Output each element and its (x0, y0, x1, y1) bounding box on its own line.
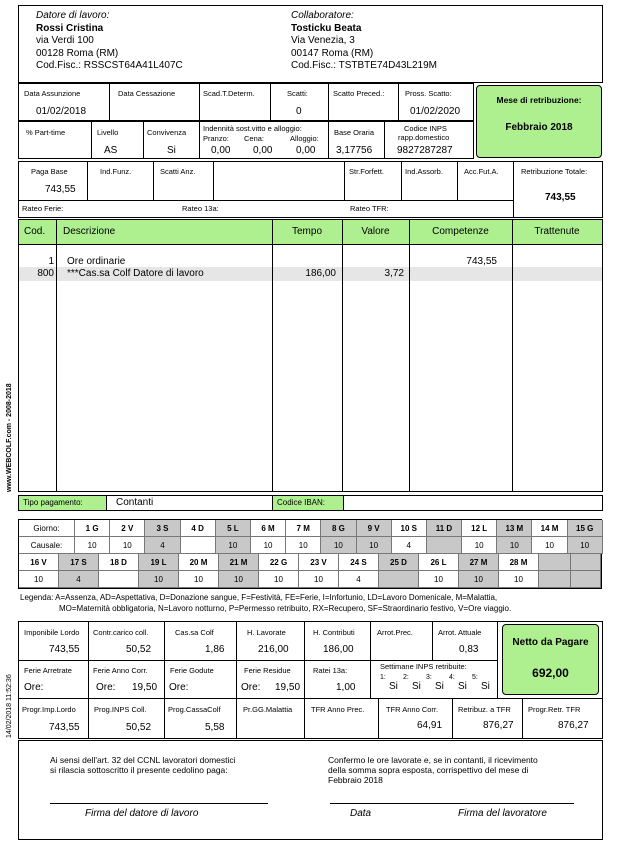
netto-label: Netto da Pagare (512, 637, 589, 648)
ferie-res-label: Ferie Residue (244, 666, 291, 675)
mese-label: Mese di retribuzione: (496, 95, 582, 105)
calendar-day: 12 L (462, 520, 497, 537)
livello-value: AS (104, 145, 118, 156)
pr-gg-label: Pr.GG.Malattia (243, 705, 293, 714)
calendar-causale: 4 (392, 537, 427, 554)
prog-inps-label: Prog.INPS Coll. (94, 705, 147, 714)
employer-block (36, 10, 183, 73)
calendar-day: 5 L (216, 520, 251, 537)
row2-valore: 3,72 (384, 268, 404, 279)
rateo-ferie-label: Rateo Ferie: (22, 204, 64, 213)
settimana-number: 5: (472, 674, 478, 681)
employee-city: 00147 Roma (RM) (291, 47, 374, 59)
inps-value: 9827287287 (397, 145, 453, 156)
calendar-day: 17 S (59, 554, 99, 571)
prog-cassa-label: Prog.CassaColf (168, 705, 221, 714)
livello-label: Livello (97, 128, 119, 137)
iban-label: Codice IBAN: (277, 498, 326, 507)
calendar-week2-causali (19, 571, 601, 588)
calendar-day: 28 M (499, 554, 539, 571)
calendar-day: 2 V (110, 520, 145, 537)
calendar-causale: 10 (568, 537, 603, 554)
calendar-causale (539, 571, 571, 588)
imponibile-value: 743,55 (49, 644, 80, 655)
retribuzione-label: Retribuzione Totale: (521, 167, 588, 176)
settimana-value: Si (412, 681, 421, 692)
pranzo-label: Pranzo: (203, 134, 229, 143)
calendar-week2-days (19, 554, 601, 571)
calendar-day: 6 M (251, 520, 286, 537)
arrot-att-value: 0,83 (459, 644, 479, 655)
calendar-day: 14 M (532, 520, 567, 537)
tfr-corr-label: TFR Anno Corr. (386, 705, 439, 714)
inps-label-2: rapp.domestico (398, 133, 450, 142)
netto-box (502, 624, 599, 695)
calendar-day: 10 S (392, 520, 427, 537)
settimana-number: 4: (449, 674, 455, 681)
calendar-causale: 10 (216, 537, 251, 554)
row2-cod: 800 (37, 268, 54, 279)
settimana-item (380, 674, 403, 694)
footer-right-text (328, 755, 538, 785)
website-watermark: www.WEBCOLF.com - 2008-2018 (6, 383, 13, 492)
calendar-day: 25 D (379, 554, 419, 571)
calendar-causale: 10 (532, 537, 567, 554)
ferie-anno-value: 19,50 (132, 682, 158, 693)
signature-line-datore (50, 803, 268, 804)
settimana-item (426, 674, 449, 694)
settimana-number: 2: (403, 674, 409, 681)
employer-city: 00128 Roma (RM) (36, 47, 119, 59)
calendar-day: 26 L (419, 554, 459, 571)
str-forfett-label: Str.Forfett. (349, 167, 385, 176)
calendar-day: 16 V (19, 554, 59, 571)
row2-descrizione: ***Cas.sa Colf Datore di lavoro (67, 268, 204, 279)
employer-street: via Verdi 100 (36, 35, 94, 46)
cena-value: 0,00 (253, 145, 273, 156)
settimana-value: Si (481, 681, 490, 692)
tfr-prec-label: TFR Anno Prec. (311, 705, 365, 714)
calendar-day: 21 M (219, 554, 259, 571)
calendar-causale: 10 (286, 537, 321, 554)
calendar-row-label: Causale: (19, 537, 75, 554)
settimana-value: Si (389, 681, 398, 692)
settimane-list (380, 674, 495, 694)
calendar-causale (427, 537, 462, 554)
netto-value: 692,00 (532, 666, 569, 680)
signature-line-lavoratore (330, 803, 574, 804)
employee-codfisc: Cod.Fisc.: TSTBTE74D43L219M (291, 60, 437, 71)
scatti-anz-label: Scatti Anz. (160, 167, 196, 176)
settimana-item (403, 674, 426, 694)
prog-retr-label: Progr.Retr. TFR (528, 705, 581, 714)
calendar-causale (379, 571, 419, 588)
row1-competenze: 743,55 (466, 256, 497, 267)
mese-value: Febbraio 2018 (505, 122, 573, 133)
calendar-day (571, 554, 601, 571)
ferie-anno-label: Ferie Anno Corr. (93, 666, 148, 675)
data-label: Data (350, 808, 372, 819)
footer-left-line1: Ai sensi dell'art. 32 del CCNL lavoratori domestici (50, 755, 236, 765)
footer-left-text (50, 755, 236, 775)
settimana-value: Si (435, 681, 444, 692)
prog-retr-value: 876,27 (558, 720, 589, 731)
alloggio-value: 0,00 (296, 145, 316, 156)
calendar-causale: 10 (19, 571, 59, 588)
firma-lavoratore-label: Firma del lavoratore (458, 808, 547, 819)
calendar-causale: 10 (110, 537, 145, 554)
calendar-day: 24 S (339, 554, 379, 571)
prog-imp-value: 743,55 (49, 722, 80, 733)
legenda-line2: MO=Maternità obbligatoria, N=Lavoro notturno, P=Permesso retribuito, RX=Recupero, SF=Straordinario festivo, V=Ore viaggio. (59, 604, 512, 613)
alloggio-label: Alloggio: (290, 134, 319, 143)
calendar-causale: 10 (357, 537, 392, 554)
pross-scatto-label: Pross. Scatto: (405, 89, 452, 98)
footer-right-line3: Febbraio 2018 (328, 775, 383, 785)
h-lavorate-label: H. Lavorate (247, 628, 286, 637)
calendar-causale: 10 (251, 537, 286, 554)
scatti-value: 0 (296, 106, 302, 117)
ferie-god-label: Ferie Godute (170, 666, 214, 675)
data-assunzione-label: Data Assunzione (24, 89, 81, 98)
prog-cassa-value: 5,58 (205, 722, 225, 733)
ferie-anno-ore: Ore: (96, 682, 116, 693)
employee-name: Tosticku Beata (291, 22, 362, 34)
calendar-row-label: Giorno: (19, 520, 75, 537)
settimana-number: 1: (380, 674, 386, 681)
rateo-tfr-label: Rateo TFR: (350, 204, 389, 213)
part-time-label: % Part-time (26, 128, 66, 137)
calendar-day: 13 M (497, 520, 532, 537)
ferie-arr-label: Ferie Arretrate (24, 666, 72, 675)
calendar-causale: 4 (339, 571, 379, 588)
pross-scatto: 01/02/2020 (410, 106, 461, 117)
print-timestamp: 14/02/2018 11:52:36 (6, 674, 13, 738)
calendar-causale: 4 (145, 537, 180, 554)
indennita-label: Indennità sost.vitto e alloggio: (203, 124, 302, 133)
calendar (18, 519, 602, 589)
calendar-causale: 10 (497, 537, 532, 554)
col-competenze-header: Competenze (432, 226, 489, 237)
ferie-res-value: 19,50 (275, 682, 301, 693)
employer-codfisc: Cod.Fisc.: RSSCST64A41L407C (36, 60, 183, 71)
rateo-13-label: Rateo 13a: (182, 204, 219, 213)
convivenza-label: Convivenza (147, 128, 187, 137)
calendar-day: 18 D (99, 554, 139, 571)
cassa-label: Cas.sa Colf (175, 628, 214, 637)
calendar-causale: 10 (179, 571, 219, 588)
cena-label: Cena: (244, 134, 265, 143)
col-trattenute-header: Trattenute (534, 226, 580, 237)
calendar-day: 3 S (145, 520, 180, 537)
calendar-week1-days (19, 520, 601, 537)
calendar-causale (571, 571, 601, 588)
ferie-god-ore: Ore: (169, 682, 189, 693)
calendar-day: 9 V (357, 520, 392, 537)
arrot-prec-label: Arrot.Prec. (377, 628, 413, 637)
pranzo-value: 0,00 (211, 145, 231, 156)
calendar-causale: 10 (419, 571, 459, 588)
ferie-arr-ore: Ore: (24, 682, 44, 693)
employer-name: Rossi Cristina (36, 22, 104, 34)
calendar-day: 19 L (139, 554, 179, 571)
scatti-label: Scatti: (287, 89, 308, 98)
footer-right-line2: della somma sopra esposta, corrispettivo del mese di (328, 765, 529, 775)
settimane-label: Settimane INPS retribuite: (380, 662, 467, 671)
calendar-causale: 10 (139, 571, 179, 588)
ferie-res-ore: Ore: (241, 682, 261, 693)
calendar-causale (181, 537, 216, 554)
employee-street: Via Venezia, 3 (291, 35, 355, 46)
cassa-value: 1,86 (205, 644, 225, 655)
calendar-causale: 4 (59, 571, 99, 588)
base-oraria-label: Base Oraria (334, 128, 375, 137)
settimana-item (472, 674, 495, 694)
retribuzione-value: 743,55 (545, 192, 576, 203)
ind-assorb-label: Ind.Assorb. (405, 167, 443, 176)
ind-funz-label: Ind.Funz. (100, 167, 132, 176)
col-tempo-header: Tempo (291, 226, 322, 237)
arrot-att-label: Arrot. Attuale (438, 628, 482, 637)
retrib-tfr-value: 876,27 (483, 720, 514, 731)
calendar-day: 20 M (179, 554, 219, 571)
tipo-pagamento-value: Contanti (116, 497, 154, 508)
prog-inps-value: 50,52 (126, 722, 152, 733)
calendar-day: 8 G (321, 520, 356, 537)
employer-heading: Datore di lavoro: (36, 10, 110, 21)
calendar-day: 1 G (75, 520, 110, 537)
convivenza-value: Si (167, 145, 176, 156)
calendar-day (539, 554, 571, 571)
calendar-causale: 10 (321, 537, 356, 554)
calendar-causale (99, 571, 139, 588)
calendar-day: 7 M (286, 520, 321, 537)
h-lavorate-value: 216,00 (258, 644, 289, 655)
paga-base-label: Paga Base (31, 167, 68, 176)
inps-label-1: Codice INPS (404, 124, 447, 133)
calendar-causale: 10 (259, 571, 299, 588)
calendar-causale: 10 (459, 571, 499, 588)
calendar-causale: 10 (462, 537, 497, 554)
paga-base-value: 743,55 (45, 184, 76, 195)
prog-imp-label: Progr.Imp.Lordo (22, 705, 76, 714)
legenda-line1: Legenda: A=Assenza, AD=Aspettativa, D=Donazione sangue, F=Festività, FE=Ferie, I=Infortunio, LD=Lavoro Domenicale, M=Malattia, (20, 593, 498, 602)
acc-fut-label: Acc.Fut.A. (464, 167, 499, 176)
settimana-number: 3: (426, 674, 432, 681)
imponibile-label: Imponibile Lordo (24, 628, 80, 637)
col-descrizione-header: Descrizione (63, 226, 116, 237)
tfr-corr-value: 64,91 (417, 720, 443, 731)
contr-value: 50,52 (126, 644, 152, 655)
calendar-day: 4 D (181, 520, 216, 537)
col-cod-header: Cod. (24, 226, 46, 237)
calendar-causale: 10 (75, 537, 110, 554)
footer-right-line1: Confermo le ore lavorate e, se in contanti, il ricevimento (328, 755, 538, 765)
ratei13-label: Ratei 13a: (313, 666, 348, 675)
col-valore-header: Valore (361, 226, 390, 237)
base-oraria-value: 3,17756 (336, 145, 373, 156)
scad-determ-label: Scad.T.Determ. (203, 89, 255, 98)
scatto-prec-label: Scatto Preced.: (333, 89, 385, 98)
settimana-value: Si (458, 681, 467, 692)
calendar-causale: 10 (499, 571, 539, 588)
data-cessazione-label: Data Cessazione (118, 89, 176, 98)
calendar-day: 23 V (299, 554, 339, 571)
retrib-tfr-label: Retribuz. a TFR (458, 705, 511, 714)
calendar-day: 15 G (568, 520, 603, 537)
h-contributi-value: 186,00 (323, 644, 354, 655)
footer-left-line2: si rilascia sottoscritto il presente cedolino paga: (50, 765, 228, 775)
contr-label: Contr.carico coll. (93, 628, 149, 637)
employee-heading: Collaboratore: (291, 10, 354, 21)
calendar-causale: 10 (299, 571, 339, 588)
settimana-item (449, 674, 472, 694)
employee-block (291, 10, 437, 73)
calendar-week1-causali (19, 537, 601, 554)
calendar-day: 27 M (459, 554, 499, 571)
data-assunzione: 01/02/2018 (36, 106, 87, 117)
firma-datore-label: Firma del datore di lavoro (85, 808, 199, 819)
row1-descrizione: Ore ordinarie (67, 256, 126, 267)
calendar-day: 22 G (259, 554, 299, 571)
h-contributi-label: H. Contributi (313, 628, 355, 637)
row2-tempo: 186,00 (305, 268, 336, 279)
tipo-pagamento-label: Tipo pagamento: (23, 498, 83, 507)
row1-cod: 1 (48, 256, 54, 267)
ratei13-value: 1,00 (336, 682, 356, 693)
calendar-day: 11 D (427, 520, 462, 537)
calendar-causale: 10 (219, 571, 259, 588)
